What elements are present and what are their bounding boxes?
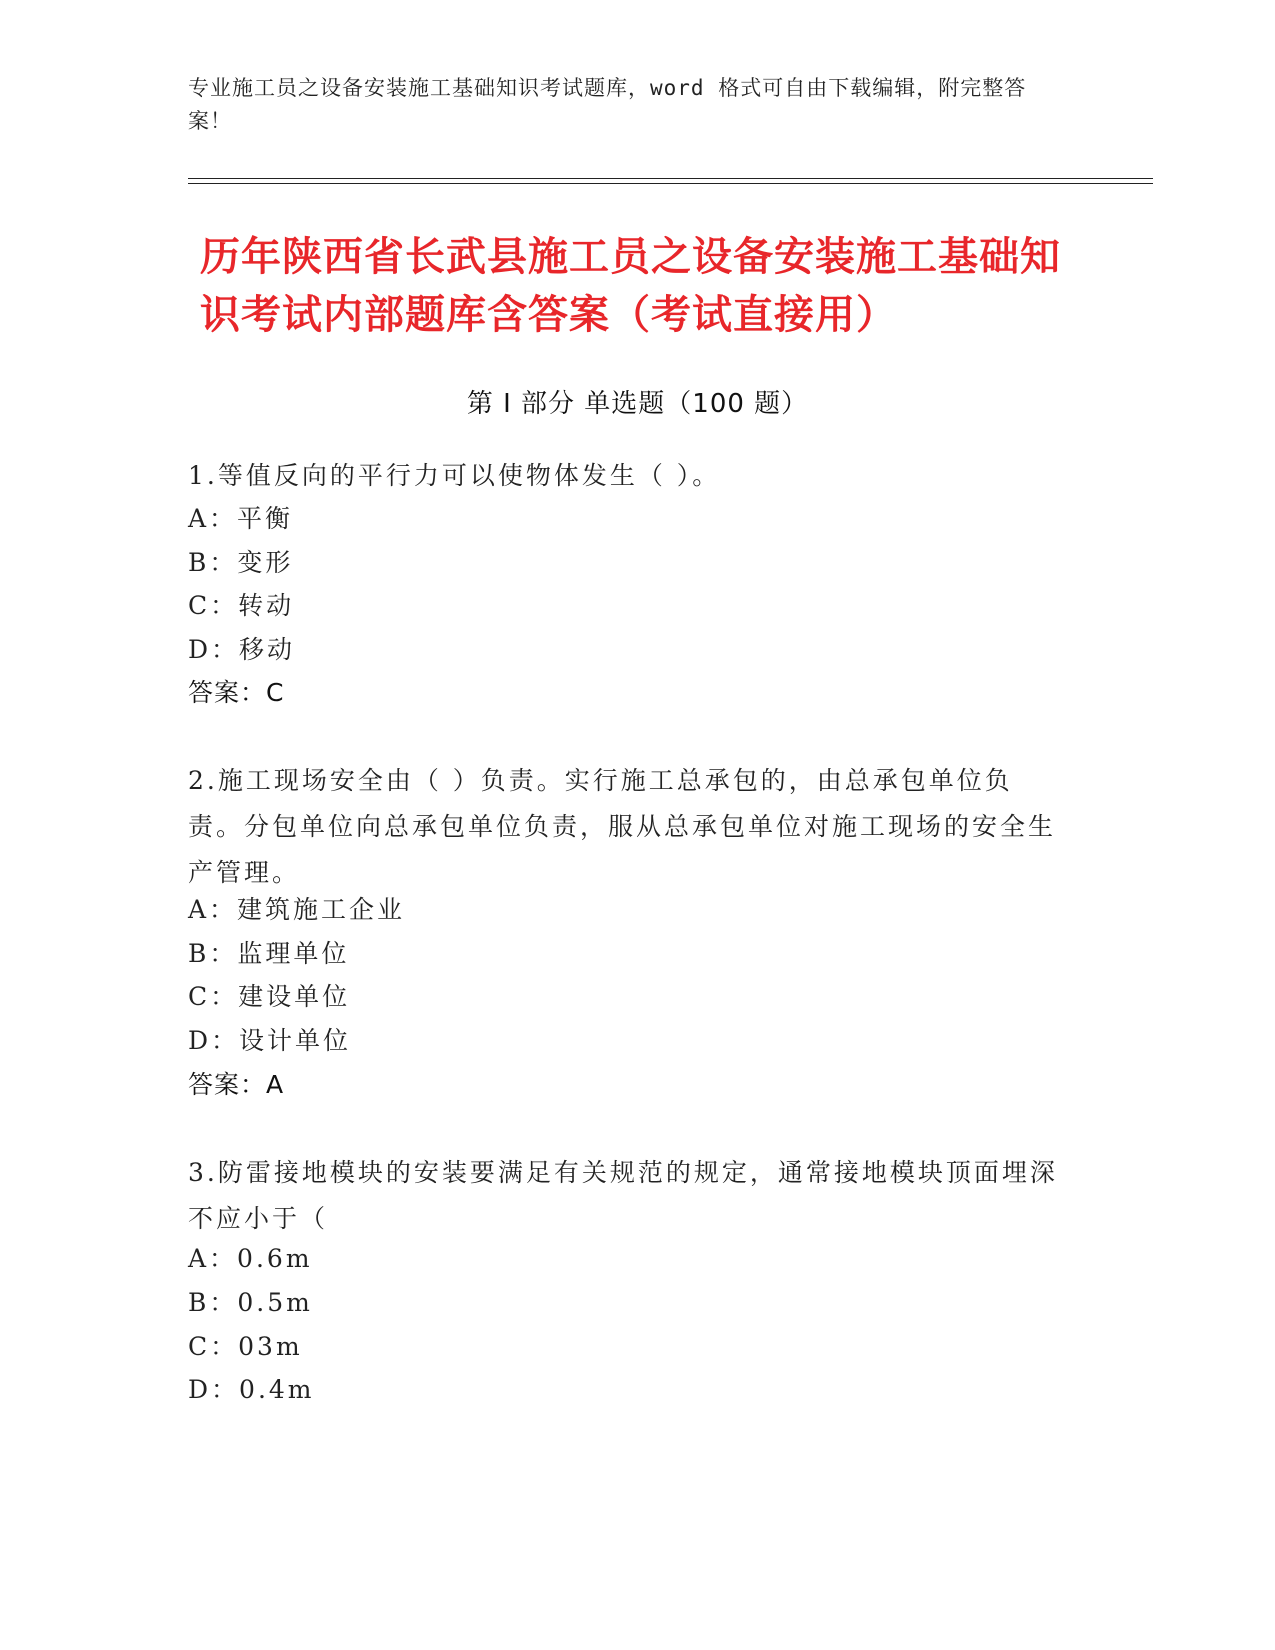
question-3-text: 3.防雷接地模块的安装要满足有关规范的规定，通常接地模块顶面埋深不应小于（ — [188, 1158, 1058, 1233]
section-heading: 第 I 部分 单选题（100 题） — [466, 389, 809, 419]
question-1-option-c: C：转动 — [188, 591, 295, 620]
question-2-option-a: A：建筑施工企业 — [188, 895, 406, 924]
question-2-answer: 答案：A — [188, 1070, 285, 1099]
document-title: 历年陕西省长武县施工员之设备安装施工基础知识考试内部题库含答案（考试直接用） — [200, 234, 1061, 338]
question-1-text: 1.等值反向的平行力可以使物体发生（ ）。 — [188, 461, 721, 490]
question-1-option-d: D：移动 — [188, 635, 296, 664]
header-divider-top — [188, 178, 1153, 179]
question-3-option-b: B：0.5m — [188, 1288, 313, 1317]
question-1-option-a: A：平衡 — [188, 504, 294, 533]
question-1-option-b: B：变形 — [188, 548, 294, 577]
header-note: 专业施工员之设备安装施工基础知识考试题库，word 格式可自由下载编辑，附完整答案！ — [188, 76, 1027, 133]
question-3-option-a: A：0.6m — [188, 1244, 313, 1273]
question-3-option-d: D：0.4m — [188, 1375, 315, 1404]
question-3-option-c: C：03m — [188, 1332, 303, 1361]
header-divider-bottom — [188, 183, 1153, 184]
question-2-option-d: D：设计单位 — [188, 1026, 352, 1055]
question-1-answer: 答案：C — [188, 678, 285, 707]
question-2-text: 2.施工现场安全由（ ）负责。实行施工总承包的，由总承包单位负责。分包单位向总承包单位负责，服从总承包单位对施工现场的安全生产管理。 — [188, 766, 1057, 887]
question-2-option-b: B：监理单位 — [188, 939, 350, 968]
question-2-option-c: C：建设单位 — [188, 982, 351, 1011]
